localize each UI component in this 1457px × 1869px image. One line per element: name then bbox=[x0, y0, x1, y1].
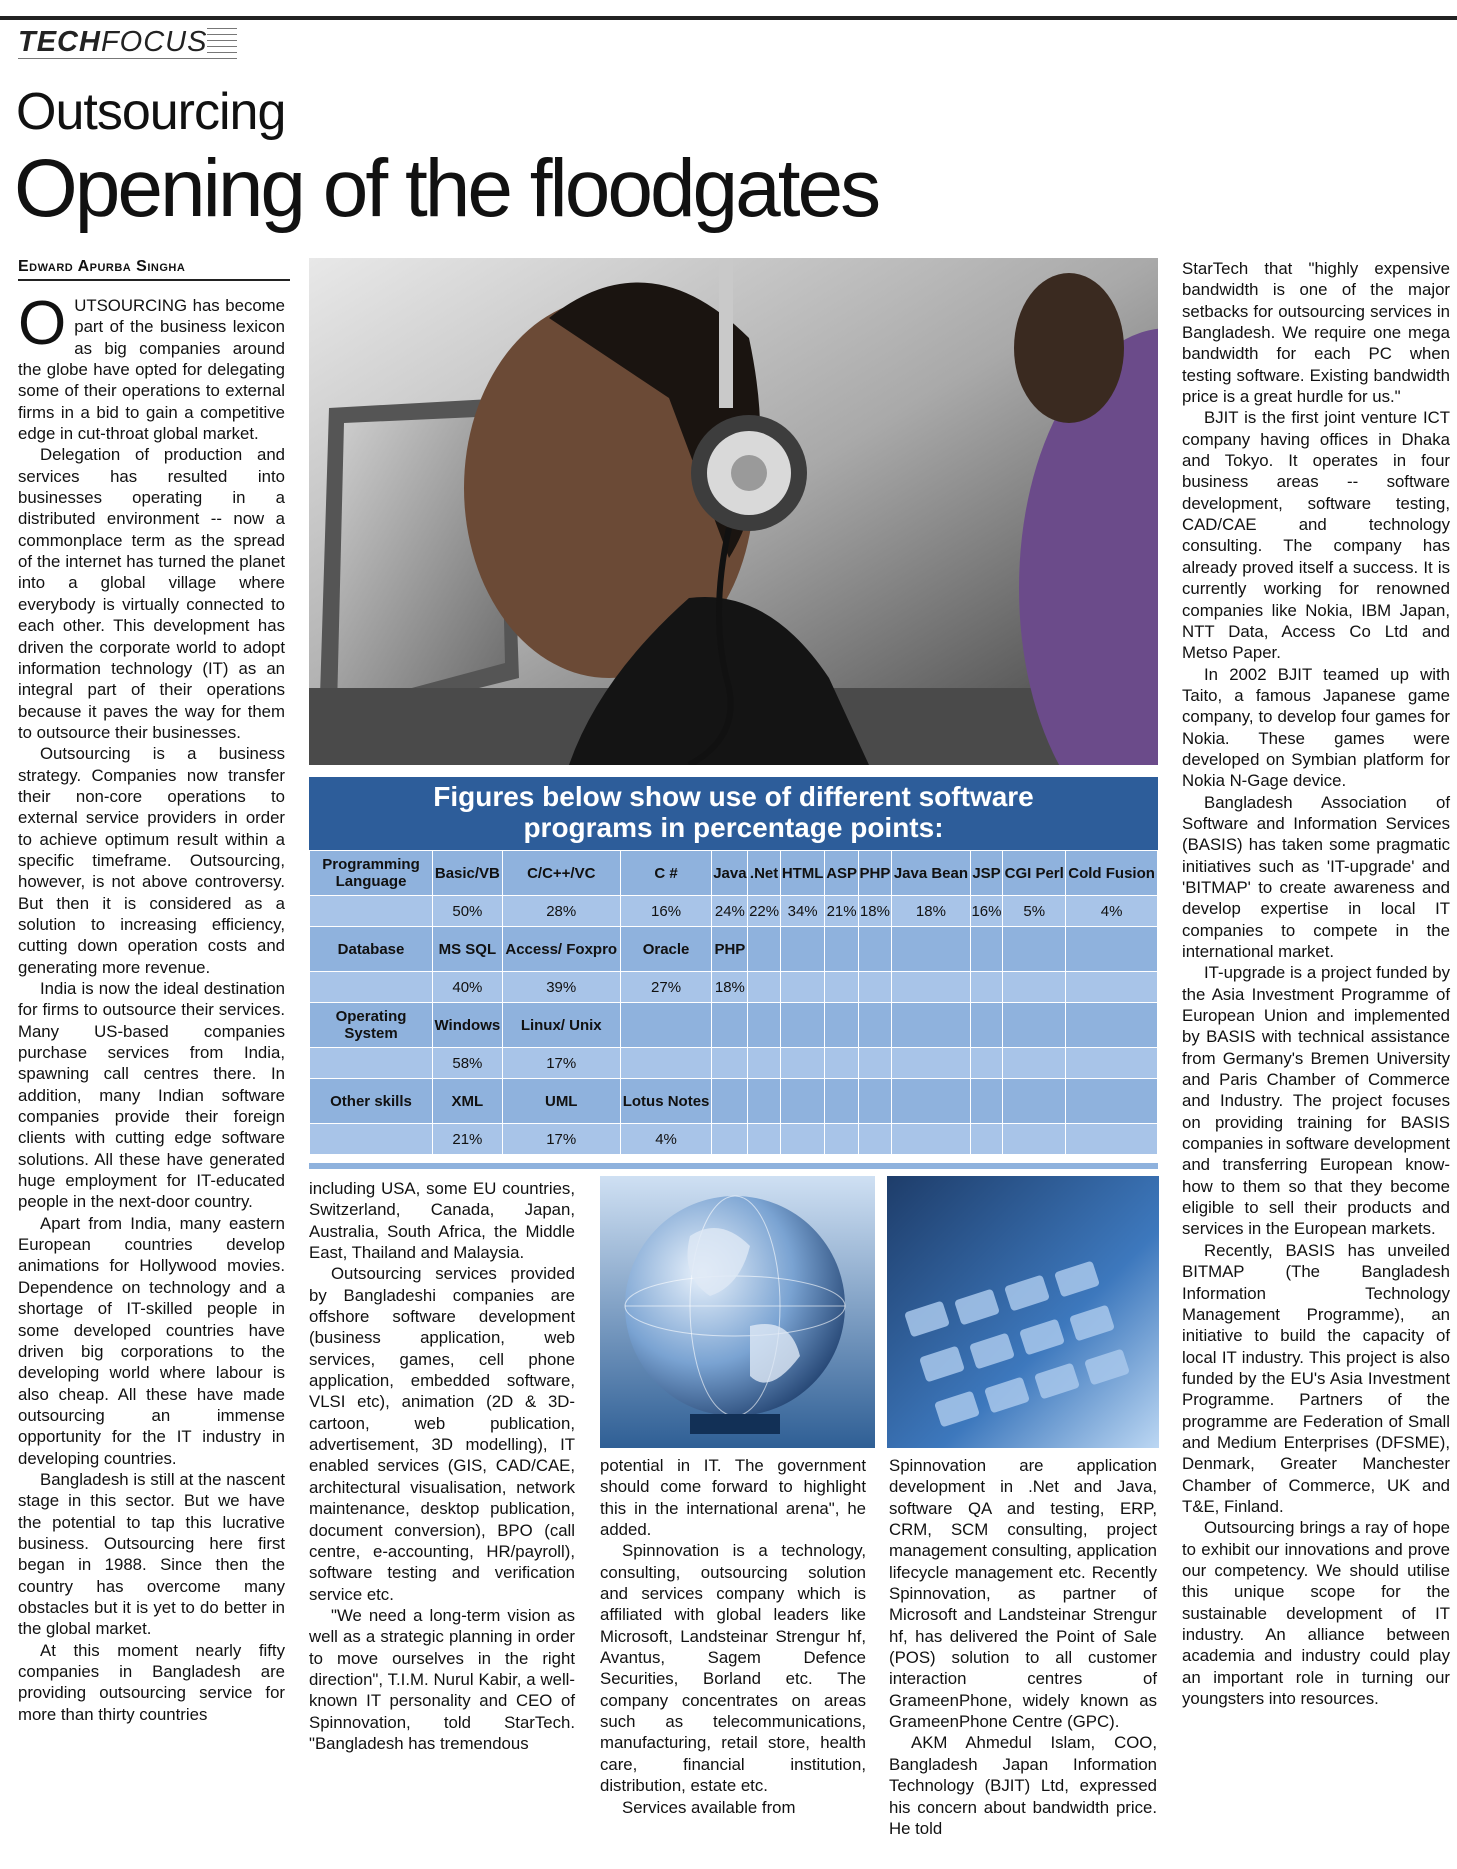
table-cell bbox=[780, 927, 825, 972]
table-cell: 27% bbox=[620, 972, 712, 1003]
row-header: Other skills bbox=[310, 1079, 433, 1124]
table-cell: Access/ Foxpro bbox=[502, 927, 620, 972]
table-row bbox=[310, 1048, 1158, 1079]
table-cell: CGI Perl bbox=[1003, 851, 1066, 896]
paragraph: "We need a long-term vision as well as a strategic planning in order to move ourselves in the right direction", T.I.M. Nurul Kabir, a well-known IT personality and CEO of Spinnovation, told StarTech. "Bangladesh has tremendous bbox=[309, 1605, 575, 1753]
table-cell: 21% bbox=[433, 1124, 503, 1155]
table-cell: 58% bbox=[433, 1048, 503, 1079]
table-cell bbox=[620, 1003, 712, 1048]
paragraph: Spinnovation is a technology, consulting, outsourcing solution and services company which is affiliated with global leaders like Microsoft, Landsteinar Strengur hf, Avantus, Sagem Defence Securities, Borland etc. The company concentrates on areas such as telecommunications, manufacturing, retail store, health care, financial institution, distribution, estate etc. bbox=[600, 1541, 866, 1796]
row-header: Operating System bbox=[310, 1003, 433, 1048]
table-cell: Windows bbox=[433, 1003, 503, 1048]
paragraph: At this moment nearly fifty companies in Bangladesh are providing outsourcing service for more than thirty countries bbox=[18, 1640, 285, 1724]
row-header bbox=[310, 896, 433, 927]
table-cell bbox=[970, 972, 1002, 1003]
table-cell bbox=[858, 927, 891, 972]
table-cell bbox=[825, 1124, 858, 1155]
paragraph: Outsourcing is a business strategy. Companies now transfer their non-core operations to external service providers in order to achieve optimum result within a specific timeframe. Outsourcing, however, is not above controversy. But then it is considered as a solution to increasing efficiency, cutting down operation costs and generating more revenue. bbox=[18, 744, 285, 977]
table-cell bbox=[1003, 927, 1066, 972]
keyboard-photo bbox=[887, 1176, 1159, 1448]
table-row bbox=[310, 927, 1158, 972]
table-cell: JSP bbox=[970, 851, 1002, 896]
table-cell bbox=[825, 1079, 858, 1124]
table-row bbox=[310, 1124, 1158, 1155]
table-cell bbox=[858, 1124, 891, 1155]
table-cell: 28% bbox=[502, 896, 620, 927]
table-cell bbox=[892, 972, 971, 1003]
row-header bbox=[310, 972, 433, 1003]
drop-cap: O bbox=[18, 289, 67, 358]
table-cell bbox=[748, 1124, 780, 1155]
table-cell bbox=[1066, 1124, 1158, 1155]
table-cell: UML bbox=[502, 1079, 620, 1124]
table-cell bbox=[1003, 972, 1066, 1003]
table-cell: 21% bbox=[825, 896, 858, 927]
table-cell: 17% bbox=[502, 1124, 620, 1155]
table-cell: PHP bbox=[858, 851, 891, 896]
table-cell: 39% bbox=[502, 972, 620, 1003]
column-3 bbox=[600, 1455, 866, 1818]
table-cell bbox=[780, 1124, 825, 1155]
table-cell: HTML bbox=[780, 851, 825, 896]
table-cell bbox=[780, 1048, 825, 1079]
table-cell bbox=[748, 1079, 780, 1124]
paragraph: StarTech that "highly expensive bandwidth is one of the major setbacks for outsourcing services in Bangladesh. We require one mega bandwidth for each PC when testing software. Existing bandwidth price is a great hurdle for us." bbox=[1182, 259, 1450, 407]
table-cell: Java Bean bbox=[892, 851, 971, 896]
row-header: Programming Language bbox=[310, 851, 433, 896]
table-cell bbox=[970, 927, 1002, 972]
table-row bbox=[310, 972, 1158, 1003]
table-cell bbox=[858, 1003, 891, 1048]
table-cell bbox=[892, 1079, 971, 1124]
table-cell: XML bbox=[433, 1079, 503, 1124]
paragraph: OUTSOURCING has become part of the business lexicon as big companies around the globe have opted for delegating some of their operations to external firms in a bid to gain a competitive edge in cut-throat global market. bbox=[18, 289, 285, 444]
table-cell: 24% bbox=[712, 896, 748, 927]
table-cell bbox=[780, 972, 825, 1003]
table-cell: .Net bbox=[748, 851, 780, 896]
paragraph: In 2002 BJIT teamed up with Taito, a famous Japanese game company, to develop four games for Nokia. These games were developed on Symbian platform for Nokia N-Gage device. bbox=[1182, 664, 1450, 791]
table-cell bbox=[858, 972, 891, 1003]
table-cell: 16% bbox=[970, 896, 1002, 927]
table-cell: PHP bbox=[712, 927, 748, 972]
row-header bbox=[310, 1124, 433, 1155]
table-cell: C # bbox=[620, 851, 712, 896]
table-cell bbox=[892, 1003, 971, 1048]
table-cell bbox=[748, 1003, 780, 1048]
table-cell: 4% bbox=[620, 1124, 712, 1155]
table-cell: 16% bbox=[620, 896, 712, 927]
column-2 bbox=[309, 1178, 575, 1754]
table-cell bbox=[712, 1079, 748, 1124]
paragraph: Apart from India, many eastern European countries develop animations for Hollywood movies. Dependence on technology and a shortage of IT-skilled people in some developed countries have driven big corporations to the developing world where labour is also cheap. All these have made outsourcing an immense opportunity for the IT industry in developing countries. bbox=[18, 1213, 285, 1468]
table-cell bbox=[1003, 1079, 1066, 1124]
paragraph: IT-upgrade is a project funded by the Asia Investment Programme of European Union and implemented by BASIS with technical assistance from Germany's Bremen University and Paris Chamber of Commerce and Industry. The project focuses on providing training for BASIS companies in software development and transferring European know-how to them so that they become eligible to sell their products and services in the European markets. bbox=[1182, 963, 1450, 1239]
table-cell bbox=[970, 1003, 1002, 1048]
table-cell bbox=[1066, 1048, 1158, 1079]
table-cell: 18% bbox=[858, 896, 891, 927]
paragraph: Recently, BASIS has unveiled BITMAP (The Bangladesh Information Technology Management Programme), an initiative to build the capacity of local IT industry. This project is also funded by the EU's Asia Investment Programme. Partners of the programme are Federation of Small and Medium Enterprises (DFSME), Denmark, Greater Manchester Chamber of Commerce, UK and T&E, Finland. bbox=[1182, 1240, 1450, 1516]
table-cell bbox=[892, 1048, 971, 1079]
table-cell: 34% bbox=[780, 896, 825, 927]
table-cell bbox=[1066, 927, 1158, 972]
table-cell bbox=[620, 1048, 712, 1079]
table-row bbox=[310, 851, 1158, 896]
paragraph: AKM Ahmedul Islam, COO, Bangladesh Japan Information Technology (BJIT) Ltd, expressed his concern about bandwidth price. He told bbox=[889, 1733, 1157, 1838]
table-cell bbox=[712, 1048, 748, 1079]
byline: Edward Apurba Singha bbox=[18, 258, 290, 281]
table-cell bbox=[712, 1124, 748, 1155]
headline: Opening of the floodgates bbox=[14, 143, 879, 234]
row-header bbox=[310, 1048, 433, 1079]
table-cell: Oracle bbox=[620, 927, 712, 972]
table-title: Figures below show use of different software programs in percentage points: bbox=[309, 777, 1158, 850]
table-cell: 17% bbox=[502, 1048, 620, 1079]
table-cell bbox=[780, 1003, 825, 1048]
table-cell: ASP bbox=[825, 851, 858, 896]
table-cell bbox=[712, 1003, 748, 1048]
paragraph: including USA, some EU countries, Switzerland, Canada, Japan, Australia, South Africa, the Middle East, Thailand and Malaysia. bbox=[309, 1179, 575, 1263]
table-cell: Java bbox=[712, 851, 748, 896]
column-4 bbox=[889, 1455, 1157, 1839]
headset-worker-photo bbox=[309, 258, 1158, 765]
top-rule bbox=[0, 16, 1457, 20]
table-cell: Basic/VB bbox=[433, 851, 503, 896]
table-cell: 5% bbox=[1003, 896, 1066, 927]
table-cell bbox=[1003, 1003, 1066, 1048]
section-tag: TECHFOCUS bbox=[18, 26, 237, 59]
table-cell bbox=[748, 972, 780, 1003]
table-cell bbox=[892, 927, 971, 972]
column-1 bbox=[18, 289, 285, 1725]
table-cell: 18% bbox=[892, 896, 971, 927]
table-cell bbox=[970, 1048, 1002, 1079]
software-usage-table bbox=[309, 850, 1158, 1155]
table-cell bbox=[858, 1079, 891, 1124]
table-cell: 22% bbox=[748, 896, 780, 927]
table-cell bbox=[825, 1003, 858, 1048]
row-header: Database bbox=[310, 927, 433, 972]
table-cell bbox=[1066, 972, 1158, 1003]
table-cell bbox=[748, 927, 780, 972]
paragraph: Services available from bbox=[622, 1797, 796, 1817]
table-row bbox=[310, 1003, 1158, 1048]
table-footer-bar bbox=[309, 1163, 1158, 1169]
table-cell bbox=[1066, 1003, 1158, 1048]
paragraph: potential in IT. The government should come forward to highlight this in the international arena", he added. bbox=[600, 1456, 866, 1540]
table-cell: Linux/ Unix bbox=[502, 1003, 620, 1048]
table-cell: 18% bbox=[712, 972, 748, 1003]
table-cell: C/C++/VC bbox=[502, 851, 620, 896]
table-cell bbox=[1003, 1048, 1066, 1079]
table-cell: 40% bbox=[433, 972, 503, 1003]
table-cell: 50% bbox=[433, 896, 503, 927]
paragraph: BJIT is the first joint venture ICT company having offices in Dhaka and Tokyo. It operates in four business areas -- software development, software testing, CAD/CAE and technology consulting. The company has already proved itself a success. It is currently working for renowned companies like Nokia, IBM Japan, NTT Data, Access Co Ltd and Metso Paper. bbox=[1182, 408, 1450, 663]
paragraph: Outsourcing services provided by Bangladeshi companies are offshore software development (business application, web services, games, cell phone application, embedded software, VLSI etc), animation (2D & 3D-cartoon, web publication, advertisement, 3D modelling), IT enabled services (GIS, CAD/CAE, architectural visualisation, network maintenance, desktop publication, document conversion), BPO (call centre, e-accounting, HR/payroll), software testing and verification service etc. bbox=[309, 1264, 575, 1604]
table-cell bbox=[825, 927, 858, 972]
table-cell: Lotus Notes bbox=[620, 1079, 712, 1124]
paragraph: India is now the ideal destination for firms to outsource their services. Many US-based companies purchase services from India, spawning call centres there. In addition, many Indian software companies provide their foreign clients with cutting edge software solutions. All these have generated huge employment for IT-educated people in the next-door country. bbox=[18, 979, 285, 1212]
table-row bbox=[310, 896, 1158, 927]
table-cell bbox=[825, 972, 858, 1003]
table-cell bbox=[970, 1124, 1002, 1155]
paragraph: Bangladesh is still at the nascent stage in this sector. But we have the potential to tap this lucrative business. Outsourcing here first began in 1988. Since then the country has overcome many obstacles but it is yet to do better in the global market. bbox=[18, 1469, 285, 1639]
paragraph: Outsourcing brings a ray of hope to exhibit our innovations and prove our competency. We should utilise this unique scope for the sustainable development of IT industry. An alliance between academia and industry could play an important role in turning our youngsters into resources. bbox=[1182, 1518, 1450, 1709]
kicker: Outsourcing bbox=[16, 83, 286, 141]
table-cell bbox=[825, 1048, 858, 1079]
table-cell bbox=[780, 1079, 825, 1124]
paragraph: Spinnovation are application development in .Net and Java, software QA and testing, ERP, CRM, SCM consulting, project management consulting, application lifecycle management etc. Recently Spinnovation, as partner of Microsoft and Landsteinar Strengur hf, has delivered the Point of Sale (POS) solution to all customer interaction centres of GrameenPhone, widely known as GrameenPhone Centre (GPC). bbox=[889, 1456, 1157, 1732]
paragraph: Bangladesh Association of Software and Information Services (BASIS) has taken some pragmatic initiatives such as 'IT-upgrade' and 'BITMAP' to create awareness and develop expertise in local IT companies to compete in the international market. bbox=[1182, 792, 1450, 961]
table-cell bbox=[892, 1124, 971, 1155]
table-cell: 4% bbox=[1066, 896, 1158, 927]
table-cell: MS SQL bbox=[433, 927, 503, 972]
globe-photo bbox=[600, 1176, 875, 1448]
column-5 bbox=[1182, 258, 1450, 1709]
table-cell bbox=[1066, 1079, 1158, 1124]
paragraph: Delegation of production and services has resulted into businesses operating in a distributed environment -- now a commonplace term as the spread of the internet has turned the planet into a global village where everybody is virtually connected to each other. This development has driven the corporate world to adopt information technology (IT) as an integral part of their operations because it paves the way for them to outsource their businesses. bbox=[18, 445, 285, 742]
table-cell bbox=[970, 1079, 1002, 1124]
table-cell: Cold Fusion bbox=[1066, 851, 1158, 896]
table-cell bbox=[748, 1048, 780, 1079]
table-row bbox=[310, 1079, 1158, 1124]
table-cell bbox=[858, 1048, 891, 1079]
table-cell bbox=[1003, 1124, 1066, 1155]
